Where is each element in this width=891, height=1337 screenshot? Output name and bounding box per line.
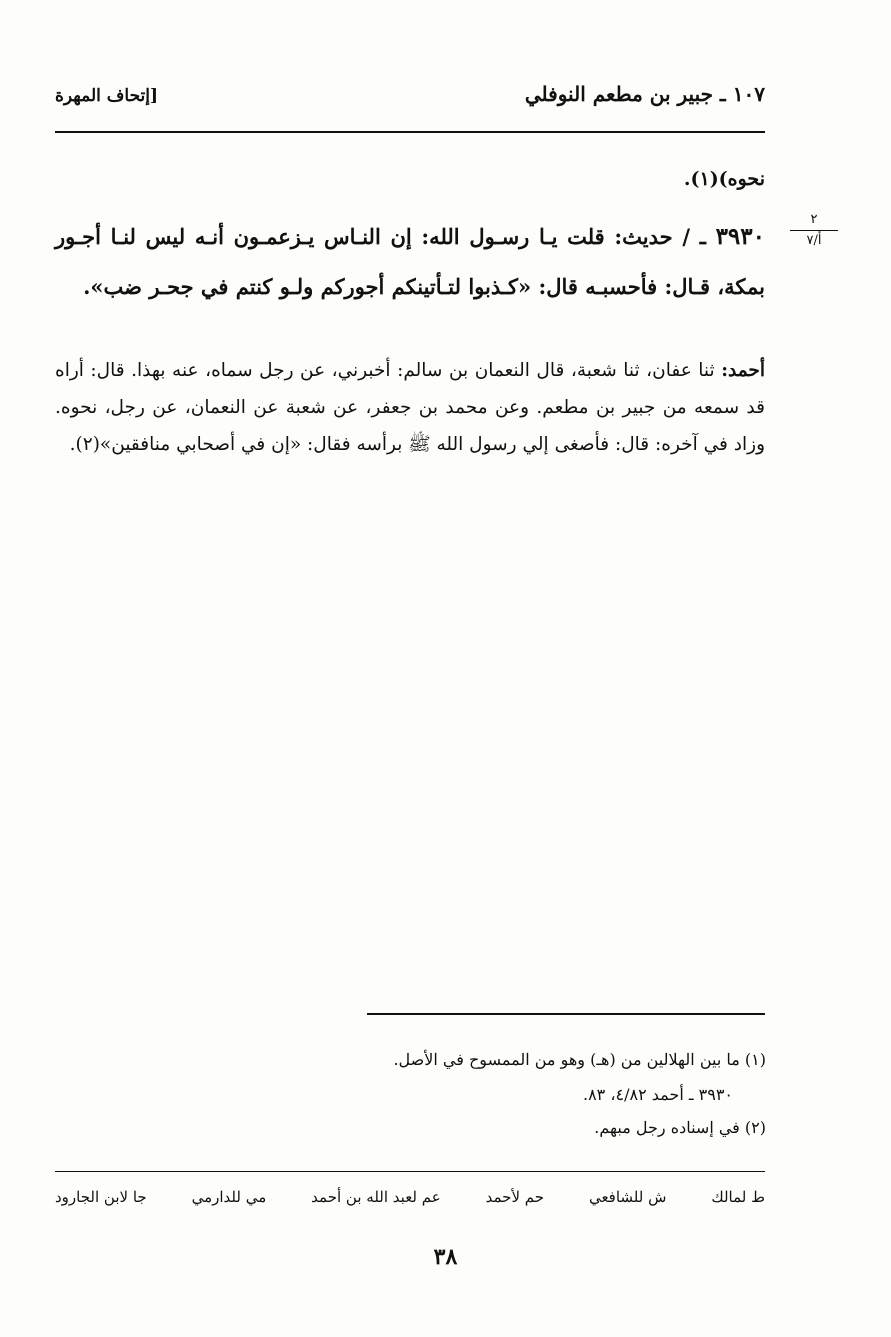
isnad-label: أحمد:	[721, 360, 765, 381]
hadith-text: ـ / حديث: قلت يـا رسـول الله: إن النـاس يـزعمـون أنـه ليس لنـا أجـور بمكة، قـال: فأحسبـه قال: «كـذبوا لتـأتينكم أجوركم ولـو كنتم في جحـر ضب».	[55, 224, 765, 299]
running-header	[55, 82, 765, 122]
abbr-item: عم لعبد الله بن أحمد	[311, 1188, 441, 1206]
hadith-number: ٣٩٣٠	[715, 223, 765, 250]
abbreviation-legend	[55, 1188, 765, 1206]
isnad-paragraph	[55, 352, 765, 463]
page-number: ٣٨	[433, 1244, 458, 1270]
isnad-text: ثنا عفان، ثنا شعبة، قال النعمان بن سالم: أخبرني، عن رجل سماه، عنه بهذا. قال: أراه قد سمعه من جبير بن مطعم. وعن محمد بن جعفر، عن شعبة عن النعمان، عن رجل، نحوه. وزاد في آخره: قال: فأصغى إلي رسول الله ﷺ برأسه فقال: «إن في أصحابي منافقين»(٢).	[55, 360, 765, 455]
margin-ref-folio: أ/٧	[806, 233, 822, 248]
abbr-item: ش للشافعي	[588, 1188, 667, 1206]
margin-reference	[790, 212, 838, 248]
abbr-item: ط لمالك	[711, 1188, 765, 1206]
footnote-rule	[367, 1013, 765, 1015]
abbr-item: مي للدارمي	[191, 1188, 267, 1206]
footnote-2: (٢) في إسناده رجل مبهم.	[594, 1118, 766, 1137]
header-rule	[55, 131, 765, 133]
abbr-item: جا لابن الجارود	[55, 1188, 147, 1206]
margin-ref-number: ٢	[810, 212, 818, 227]
abbr-item: حم لأحمد	[485, 1188, 545, 1206]
continuation-line: نحوه)(١).	[683, 168, 765, 190]
chapter-title: ١٠٧ ـ جبير بن مطعم النوفلي	[524, 82, 765, 106]
footnote-source: ٣٩٣٠ ـ أحمد ٤/٨٢، ٨٣.	[582, 1085, 733, 1104]
abbreviation-rule	[55, 1171, 765, 1172]
hadith-paragraph	[55, 212, 765, 312]
book-title: [إتحاف المهرة	[55, 86, 159, 106]
footnote-1: (١) ما بين الهلالين من (هـ) وهو من الممسوح في الأصل.	[393, 1050, 766, 1069]
margin-ref-divider	[790, 230, 838, 231]
